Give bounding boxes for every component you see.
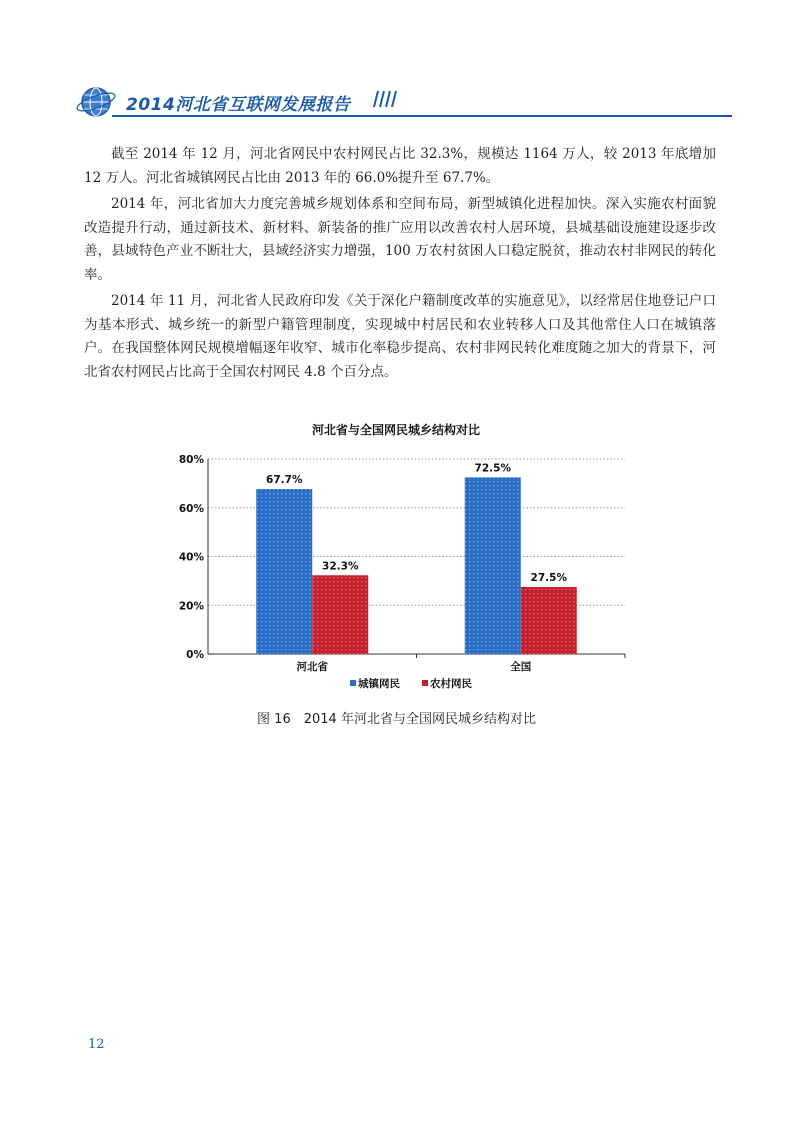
y-tick-label: 20% bbox=[178, 600, 204, 613]
paragraph: 截至 2014 年 12 月，河北省网民中农村网民占比 32.3%，规模达 1164 万人，较 2013 年底增加 12 万人。河北省城镇网民占比由 2013 年的 66.0%提升至 67.7%。 bbox=[84, 146, 716, 186]
page-number: 12 bbox=[88, 1037, 105, 1052]
report-title: 2014河北省互联网发展报告 bbox=[126, 95, 351, 115]
x-category-label: 河北省 bbox=[296, 661, 328, 673]
y-tick-label: 0% bbox=[186, 649, 204, 661]
figure-caption: 图 16 2014 年河北省与全国网民城乡结构对比 bbox=[257, 712, 536, 727]
bar-urban bbox=[256, 489, 312, 654]
data-label: 32.3% bbox=[322, 560, 359, 573]
y-tick-label: 80% bbox=[178, 454, 204, 466]
bar-rural bbox=[521, 587, 577, 654]
y-tick-label: 40% bbox=[178, 551, 204, 564]
data-label: 72.5% bbox=[474, 462, 511, 475]
legend-label: 城镇网民 bbox=[358, 678, 400, 690]
y-tick-label: 60% bbox=[178, 502, 204, 515]
x-category-label: 全国 bbox=[510, 661, 532, 673]
bar-rural bbox=[312, 575, 368, 654]
legend-swatch bbox=[422, 680, 428, 686]
bar-urban bbox=[465, 477, 521, 654]
legend-swatch bbox=[350, 680, 356, 686]
chart-title: 河北省与全国网民城乡结构对比 bbox=[311, 423, 481, 437]
paragraph: 2014 年 11 月，河北省人民政府印发《关于深化户籍制度改革的实施意见》，以经常居住地登记户口为基本形式、城乡统一的新型户籍管理制度，实现城中村居民和农业转移人口及其他常住人口在城镇落户。在我国整体网民规模增幅逐年收窄、城市化率稳步提高、农村非网民转化难度随之加大的背景下，河北省农村网民占比高于全国农村网民 4.8 个百分点。 bbox=[84, 293, 716, 380]
paragraph: 2014 年，河北省加大力度完善城乡规划体系和空间布局，新型城镇化进程加快。深入实施农村面貌改造提升行动，通过新技术、新材料、新装备的推广应用以改善农村人居环境，县城基础设施建设逐步改善，县域特色产业不断壮大，县域经济实力增强，100 万农村贫困人口稳定脱贫，推动农村非网民的转化率。 bbox=[84, 196, 716, 283]
data-label: 27.5% bbox=[530, 571, 567, 584]
legend-label: 农村网民 bbox=[430, 678, 472, 690]
data-label: 67.7% bbox=[266, 473, 303, 486]
